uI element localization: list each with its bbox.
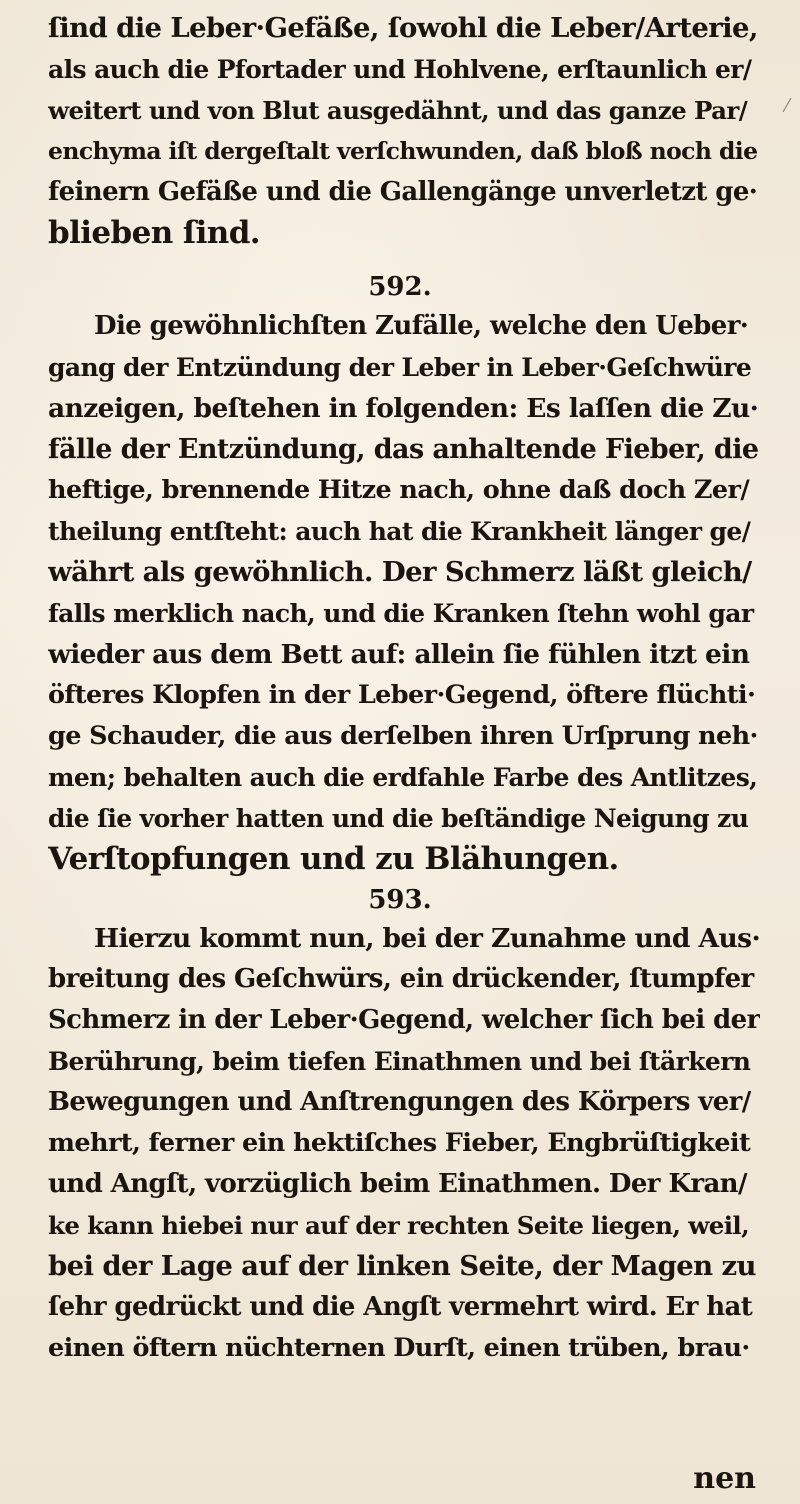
text-line: mehrt, ferner ein hektiſches Fieber, Engbrüſtigkeit — [48, 1128, 751, 1158]
text-line: Verſtopfungen und zu Blähungen. — [48, 841, 619, 877]
text-line: bei der Lage auf der linken Seite, der Magen zu — [48, 1250, 756, 1282]
text-line: ge Schauder, die aus derſelben ihren Urſprung neh· — [48, 721, 758, 751]
section-593-text — [48, 918, 760, 1369]
text-line: falls merklich nach, und die Kranken ſtehn wohl gar — [48, 599, 754, 628]
paragraph-continuation — [48, 8, 760, 254]
text-line: Berührung, beim tiefen Einathmen und bei ſtärkern — [48, 1047, 751, 1076]
section-number-592: 592. — [368, 272, 432, 302]
section-number-593: 593. — [368, 885, 432, 915]
text-line: heftige, brennende Hitze nach, ohne daß doch Zer/ — [48, 475, 750, 505]
text-line: ſehr gedrückt und die Angſt vermehrt wird. Er hat — [48, 1292, 753, 1322]
text-line: Die gewöhnlichſten Zufälle, welche den Ueber· — [94, 311, 749, 341]
text-line: anzeigen, beſtehen in folgenden: Es laſſen die Zu· — [48, 393, 759, 424]
text-line: blieben ſind. — [48, 215, 261, 251]
text-line: als auch die Pfortader und Hohlvene, erſtaunlich er/ — [48, 55, 752, 84]
text-line: öfteres Klopfen in der Leber·Gegend, öftere flüchti· — [48, 680, 756, 710]
text-line: Schmerz in der Leber·Gegend, welcher ſich bei der — [48, 1005, 760, 1035]
text-line: weitert und von Blut ausgedähnt, und das ganze Par/ — [48, 96, 748, 125]
text-line: Hierzu kommt nun, bei der Zunahme und Aus· — [94, 923, 760, 954]
text-line: währt als gewöhnlich. Der Schmerz läßt gleich/ — [48, 556, 752, 588]
text-line: theilung entſteht: auch hat die Krankheit länger ge/ — [48, 517, 751, 546]
text-line: einen öftern nüchternen Durſt, einen trüben, brau· — [48, 1333, 750, 1363]
text-line: breitung des Geſchwürs, ein drückender, ſtumpfer — [48, 964, 754, 994]
text-line: Bewegungen und Anſtrengungen des Körpers ver/ — [48, 1087, 751, 1117]
text-line: und Angſt, vorzüglich beim Einathmen. Der Kran/ — [48, 1169, 747, 1199]
text-line: gang der Entzündung der Leber in Leber·Geſchwüre — [48, 353, 752, 382]
text-line: feinern Gefäße und die Gallengänge unverletzt ge· — [48, 177, 758, 207]
text-line: die ſie vorher hatten und die beſtändige Neigung zu — [48, 804, 749, 833]
text-line: fälle der Entzündung, das anhaltende Fieber, die — [48, 434, 759, 465]
pencil-mark-icon — [780, 96, 794, 114]
text-line: enchyma iſt dergeſtalt verſchwunden, daß bloß noch die — [48, 137, 758, 165]
text-line: ſind die Leber·Gefäße, ſowohl die Leber/Arterie, — [48, 12, 758, 44]
text-line: wieder aus dem Bett auf: allein ſie fühlen itzt ein — [48, 639, 750, 670]
catchword: nen — [693, 1461, 756, 1496]
section-592-text — [48, 306, 760, 880]
text-line: ke kann hiebei nur auf der rechten Seite liegen, weil, — [48, 1211, 750, 1240]
text-line: men; behalten auch die erdfahle Farbe des Antlitzes, — [48, 763, 758, 792]
